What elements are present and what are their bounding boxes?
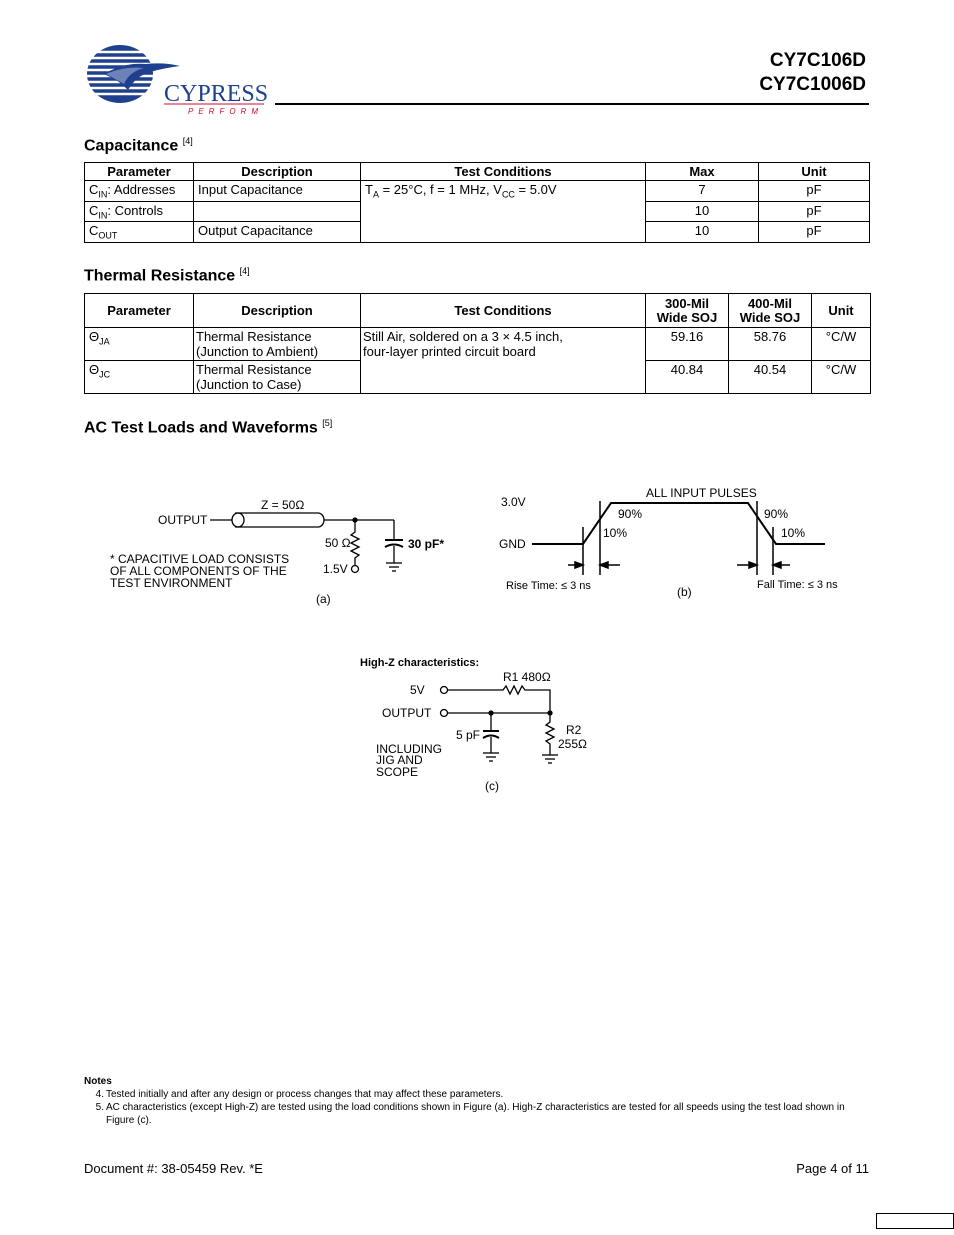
capacitance-table bbox=[84, 162, 870, 243]
notes-section bbox=[84, 1075, 874, 1127]
fig-c-note-2: JIG AND bbox=[376, 753, 423, 767]
fig-b-rise-90: 90% bbox=[618, 507, 643, 521]
thermal-table bbox=[84, 293, 871, 394]
fig-b-fall-90: 90% bbox=[764, 507, 789, 521]
col-max: Max bbox=[646, 163, 759, 181]
figure-b bbox=[532, 501, 825, 575]
col-400mil: 400-Mil Wide SOJ bbox=[729, 294, 812, 328]
col-unit: Unit bbox=[759, 163, 870, 181]
capacitance-heading: Capacitance [4] bbox=[84, 136, 193, 155]
figure-a bbox=[210, 513, 403, 573]
col-300mil: 300-Mil Wide SOJ bbox=[646, 294, 729, 328]
col-parameter: Parameter bbox=[85, 163, 194, 181]
param-cell: $\Theta_{JA}$ bbox=[85, 328, 194, 361]
fig-b-caption: (b) bbox=[677, 585, 692, 599]
desc-cell bbox=[194, 201, 361, 222]
fig-a-note-1: * CAPACITIVE LOAD CONSISTS bbox=[110, 552, 290, 566]
unit-cell: pF bbox=[759, 222, 870, 243]
fig-b-rise-time: Rise Time: ≤ 3 ns bbox=[506, 580, 591, 592]
col-description: Description bbox=[194, 294, 361, 328]
fig-c-output-label: OUTPUT bbox=[382, 706, 432, 720]
value-300-cell: 40.84 bbox=[646, 361, 729, 394]
fig-c-r2-value: 255Ω bbox=[558, 737, 587, 751]
max-cell: 10 bbox=[646, 222, 759, 243]
col-unit: Unit bbox=[812, 294, 871, 328]
fig-b-vhigh-label: 3.0V bbox=[501, 495, 526, 509]
test-conditions-cell: Still Air, soldered on a 3 × 4.5 inch, four-layer printed circuit board bbox=[361, 328, 646, 394]
desc-cell: Output Capacitance bbox=[194, 222, 361, 243]
fig-c-title: High-Z characteristics: bbox=[360, 657, 480, 669]
unit-cell: °C/W bbox=[812, 361, 871, 394]
table-row bbox=[85, 328, 871, 361]
table-header-row bbox=[85, 163, 870, 181]
value-400-cell: 58.76 bbox=[729, 328, 812, 361]
fig-c-caption: (c) bbox=[485, 779, 499, 793]
col-description: Description bbox=[194, 163, 361, 181]
note-text: Tested initially and after any design or process changes that may affect these parameters. bbox=[106, 1089, 504, 1100]
notes-title: Notes bbox=[84, 1076, 112, 1087]
fig-c-note-3: SCOPE bbox=[376, 765, 419, 779]
part-number-1: CY7C106D bbox=[769, 50, 866, 71]
note-text: AC characteristics (except High-Z) are tested using the load conditions shown in Figure (a). High-Z characteristics are tested for all speeds using the test load shown in Figure (c). bbox=[106, 1102, 845, 1126]
figure-c bbox=[441, 686, 559, 763]
table-header-row bbox=[85, 294, 871, 328]
value-400-cell: 40.54 bbox=[729, 361, 812, 394]
param-cell: $\Theta_{JC}$ bbox=[85, 361, 194, 394]
desc-cell: Thermal Resistance (Junction to Ambient) bbox=[194, 328, 361, 361]
desc-cell: Thermal Resistance (Junction to Case) bbox=[194, 361, 361, 394]
fig-b-fall-10: 10% bbox=[781, 526, 806, 540]
fig-c-r2-label: R2 bbox=[566, 723, 582, 737]
col-parameter: Parameter bbox=[85, 294, 194, 328]
corner-box bbox=[876, 1213, 954, 1229]
logo-tagline: PERFORM bbox=[188, 107, 263, 116]
note-number: 4. bbox=[95, 1089, 104, 1100]
max-cell: 7 bbox=[646, 181, 759, 202]
fig-a-resistor-label: 50 Ω bbox=[325, 536, 351, 550]
fig-a-cap-label: 30 pF* bbox=[408, 537, 445, 551]
note-number: 5. bbox=[95, 1102, 104, 1113]
logo-wordmark: CYPRESS bbox=[164, 81, 269, 107]
note-item bbox=[84, 1101, 874, 1127]
fig-a-note-2: OF ALL COMPONENTS OF THE bbox=[110, 564, 287, 578]
col-test-conditions: Test Conditions bbox=[361, 163, 646, 181]
fig-a-voltage-label: 1.5V bbox=[323, 562, 348, 576]
fig-a-caption: (a) bbox=[316, 592, 331, 606]
table-row bbox=[85, 181, 870, 202]
fig-a-output-label: OUTPUT bbox=[158, 513, 208, 527]
param-cell: $C_{IN}$: Addresses bbox=[85, 181, 194, 202]
fig-c-cap-label: 5 pF bbox=[456, 728, 481, 742]
unit-cell: pF bbox=[759, 181, 870, 202]
thermal-heading: Thermal Resistance [4] bbox=[84, 266, 250, 285]
param-cell: $C_{IN}$: Controls bbox=[85, 201, 194, 222]
note-item bbox=[84, 1088, 874, 1101]
unit-cell: °C/W bbox=[812, 328, 871, 361]
desc-cell: Input Capacitance bbox=[194, 181, 361, 202]
fig-b-gnd-label: GND bbox=[499, 537, 526, 551]
fig-c-note-1: INCLUDING bbox=[376, 742, 443, 756]
header-rule bbox=[275, 103, 869, 105]
value-300-cell: 59.16 bbox=[646, 328, 729, 361]
max-cell: 10 bbox=[646, 201, 759, 222]
fig-c-r1-label: R1 480Ω bbox=[503, 670, 551, 684]
fig-b-rise-10: 10% bbox=[603, 526, 628, 540]
unit-cell: pF bbox=[759, 201, 870, 222]
document-number: Document #: 38-05459 Rev. *E bbox=[84, 1161, 263, 1176]
part-number-2: CY7C1006D bbox=[759, 74, 866, 95]
test-conditions-cell: $T_A = 25^\circ C$, f = 1 MHz, $V_{CC} = 5.0V$ bbox=[361, 181, 646, 243]
fig-a-note-3: TEST ENVIRONMENT bbox=[110, 576, 233, 590]
cypress-logo bbox=[84, 44, 274, 116]
fig-a-impedance-label: Z = 50Ω bbox=[261, 498, 305, 512]
fig-c-5v-label: 5V bbox=[410, 683, 425, 697]
fig-b-fall-time: Fall Time: ≤ 3 ns bbox=[757, 579, 838, 591]
ac-heading: AC Test Loads and Waveforms [5] bbox=[84, 418, 333, 437]
param-cell: $C_{OUT}$ bbox=[85, 222, 194, 243]
fig-b-title: ALL INPUT PULSES bbox=[646, 486, 757, 500]
page-number: Page 4 of 11 bbox=[796, 1161, 869, 1176]
col-test-conditions: Test Conditions bbox=[361, 294, 646, 328]
